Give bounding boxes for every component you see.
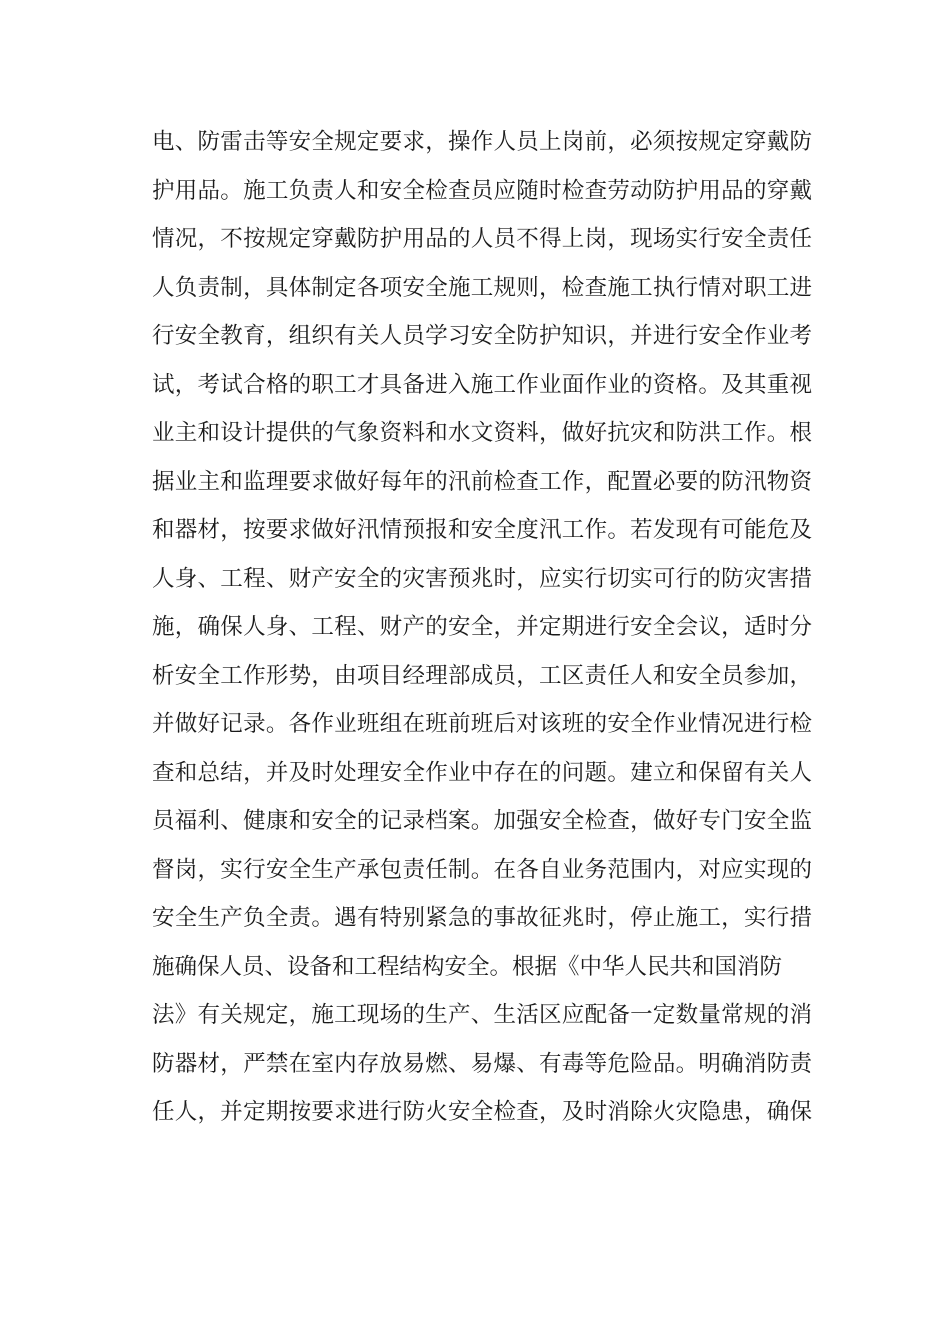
text-line-16: 督岗，实行安全生产承包责任制。在各自业务范围内，对应实现的	[152, 856, 812, 883]
text-line-21: 任人，并定期按要求进行防火安全检查，及时消除火灾隐患，确保	[152, 1099, 812, 1125]
text-line-14: 查和总结，并及时处理安全作业中存在的问题。建立和保留有关人	[152, 759, 812, 786]
text-line-20: 防器材，严禁在室内存放易燃、易爆、有毒等危险品。明确消防责	[152, 1050, 812, 1077]
text-line-18: 施确保人员、设备和工程结构安全。根据《中华人民共和国消防	[152, 953, 783, 980]
text-line-6: 试，考试合格的职工才具备进入施工作业面作业的资格。及其重视	[152, 371, 812, 398]
text-line-13: 并做好记录。各作业班组在班前班后对该班的安全作业情况进行检	[152, 711, 812, 737]
text-line-17: 安全生产负全责。遇有特别紧急的事故征兆时，停止施工，实行措	[152, 905, 812, 931]
text-line-7: 业主和设计提供的气象资料和水文资料，做好抗灾和防洪工作。根	[152, 420, 812, 446]
text-line-19: 法》有关规定，施工现场的生产、生活区应配备一定数量常规的消	[152, 1002, 812, 1028]
text-line-2: 护用品。施工负责人和安全检查员应随时检查劳动防护用品的穿戴	[152, 177, 812, 204]
text-line-5: 行安全教育，组织有关人员学习安全防护知识，并进行安全作业考	[152, 323, 812, 349]
text-line-10: 人身、工程、财产安全的灾害预兆时，应实行切实可行的防灾害措	[152, 565, 812, 592]
text-line-11: 施，确保人身、工程、财产的安全，并定期进行安全会议，适时分	[152, 614, 812, 640]
body-text	[152, 118, 812, 1137]
text-line-4: 人负责制，具体制定各项安全施工规则，检查施工执行情对职工进	[152, 274, 812, 301]
text-line-15: 员福利、健康和安全的记录档案。加强安全检查，做好专门安全监	[152, 808, 812, 834]
text-line-1: 电、防雷击等安全规定要求，操作人员上岗前，必须按规定穿戴防	[152, 129, 812, 155]
text-line-3: 情况，不按规定穿戴防护用品的人员不得上岗，现场实行安全责任	[152, 226, 812, 252]
text-line-8: 据业主和监理要求做好每年的汛前检查工作，配置必要的防汛物资	[152, 468, 812, 495]
text-line-9: 和器材，按要求做好汛情预报和安全度汛工作。若发现有可能危及	[152, 517, 812, 543]
text-line-12: 析安全工作形势，由项目经理部成员，工区责任人和安全员参加，	[152, 662, 812, 689]
